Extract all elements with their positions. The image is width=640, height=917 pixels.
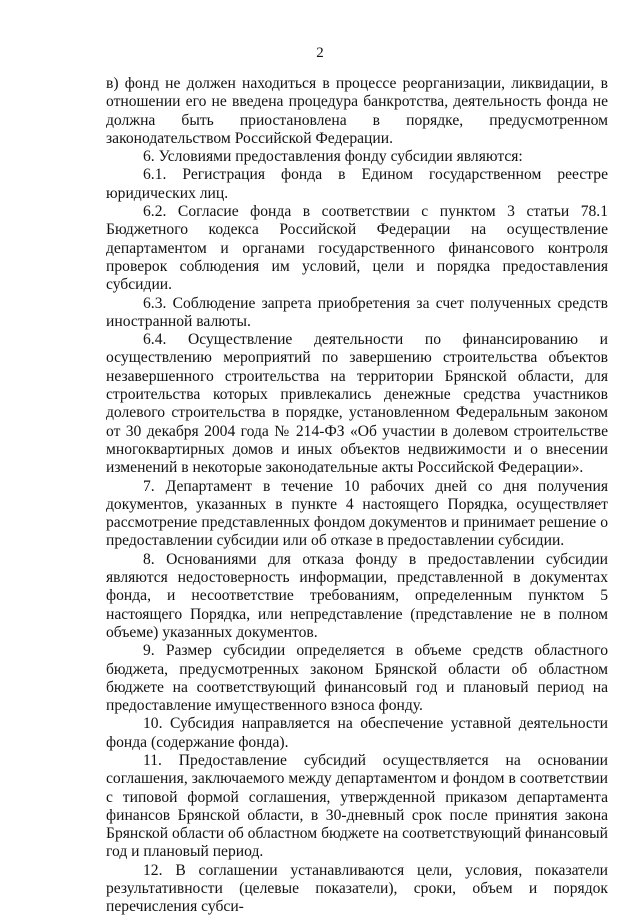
paragraph-6-3-currency-ban: 6.3. Соблюдение запрета приобретения за счет полученных средств иностранной валюты. bbox=[106, 294, 608, 330]
paragraph-9-subsidy-amount: 9. Размер субсидии определяется в объеме средств областного бюджета, предусмотренных законом Брянской области об областном бюджете на соответствующий финансовый год и плановый период на предоставление имущественного взноса фонду. bbox=[106, 642, 608, 715]
paragraph-8-refusal-grounds: 8. Основаниями для отказа фонду в предоставлении субсидии являются недостоверность информации, представленной в документах фонда, и несоответствие требованиям, определенным пунктом 5 настоящего Порядка, или непредставление (представление не в полном объеме) указанных документов. bbox=[106, 550, 608, 641]
paragraph-3v-fund-status: в) фонд не должен находиться в процессе реорганизации, ликвидации, в отношении его не введена процедура банкротства, деятельность фонда не должна быть приостановлена в порядке, предусмотренном законодательством Российской Федерации. bbox=[106, 75, 608, 147]
paragraph-6-1-registration: 6.1. Регистрация фонда в Едином государственном реестре юридических лиц. bbox=[106, 166, 608, 202]
paragraph-12-agreement-terms: 12. В соглашении устанавливаются цели, условия, показатели результативности (целевые показатели), сроки, объем и порядок перечисления субси- bbox=[106, 861, 608, 916]
paragraph-7-review: 7. Департамент в течение 10 рабочих дней со дня получения документов, указанных в пункте 4 настоящего Порядка, осуществляет рассмотрение представленных фондом документов и принимает решение о предоставлении субсидии или об отказе в предоставлении субсидии. bbox=[106, 477, 608, 550]
paragraph-10-subsidy-purpose: 10. Субсидия направляется на обеспечение уставной деятельности фонда (содержание фонда). bbox=[106, 715, 608, 751]
paragraph-6-conditions: 6. Условиями предоставления фонду субсидии являются: bbox=[143, 148, 523, 166]
paragraph-11-agreement: 11. Предоставление субсидий осуществляется на основании соглашения, заключаемого между департаментом и фондом в соответствии с типовой формой соглашения, утвержденной приказом департамента финансов Брянской области, в 30-дневный срок после принятия закона Брянской области об областном бюджете на соответствующий финансовый год и плановый период. bbox=[106, 751, 608, 861]
document-body bbox=[106, 75, 608, 917]
paragraph-6-4-activities: 6.4. Осуществление деятельности по финансированию и осуществлению мероприятий по завершению строительства объектов незавершенного строительства на территории Брянской области, для строительства которых привлекались денежные средства участников долевого строительства в порядке, установленном Федеральным законом от 30 декабря 2004 года № 214-ФЗ «Об участии в долевом строительстве многоквартирных домов и иных объектов недвижимости и о внесении изменений в некоторые законодательные акты Российской Федерации». bbox=[106, 331, 608, 477]
page-number: 2 bbox=[316, 45, 324, 61]
paragraph-6-2-consent: 6.2. Согласие фонда в соответствии с пунктом 3 статьи 78.1 Бюджетного кодекса Российской Федерации на осуществление департаментом и органами государственного финансового контроля проверок соблюдения им условий, цели и порядка предоставления субсидии. bbox=[106, 203, 608, 294]
